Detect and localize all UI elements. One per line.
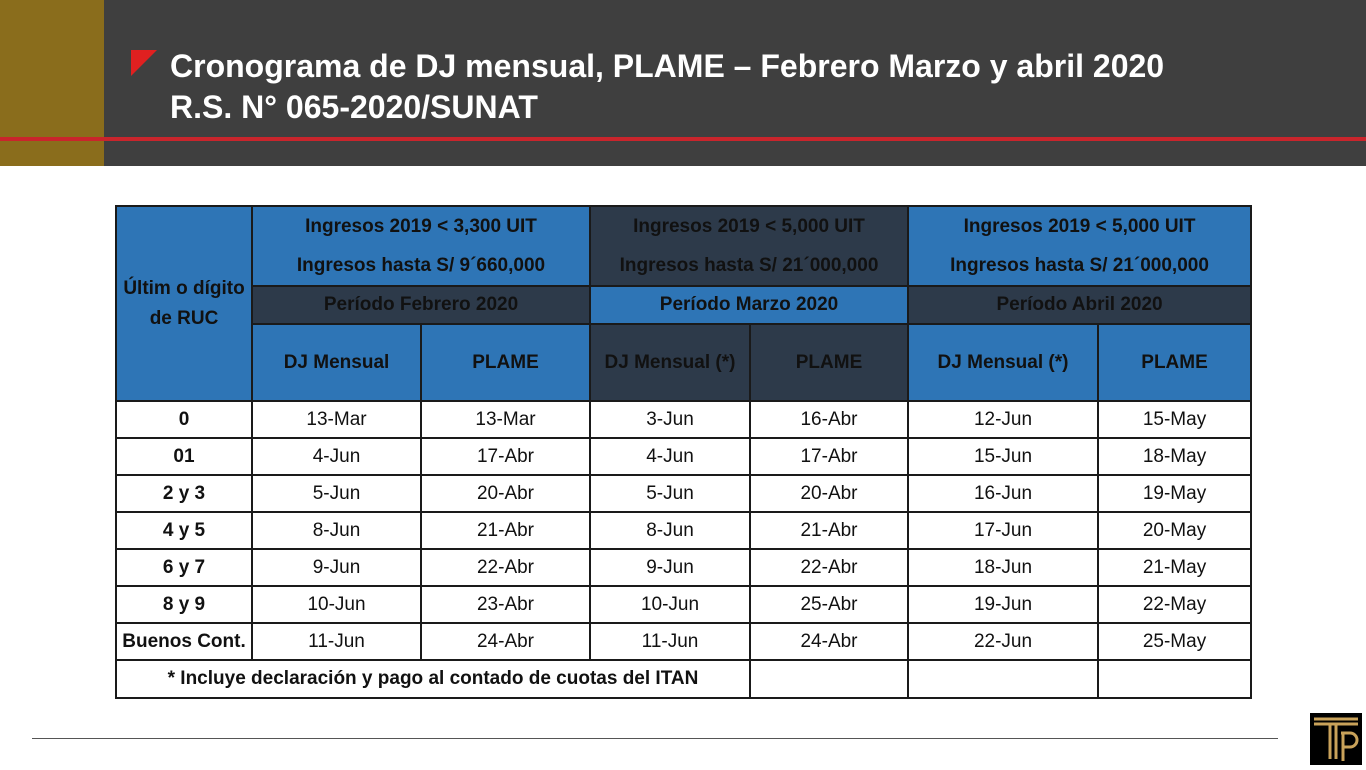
periodo-abr: Período Abril 2020 bbox=[908, 286, 1251, 324]
row-label: 2 y 3 bbox=[116, 475, 252, 512]
ingresos-label: Ingresos 2019 < 5,000 UIT bbox=[633, 216, 865, 237]
footnote: * Incluye declaración y pago al contado de cuotas del ITAN bbox=[116, 660, 750, 698]
table-row bbox=[116, 623, 1251, 660]
col-mar-plame: PLAME bbox=[750, 324, 908, 401]
date-cell: 22-Abr bbox=[421, 549, 590, 586]
date-cell: 12-Jun bbox=[908, 401, 1098, 438]
date-cell: 4-Jun bbox=[252, 438, 421, 475]
date-cell: 13-Mar bbox=[252, 401, 421, 438]
date-cell: 16-Jun bbox=[908, 475, 1098, 512]
date-cell: 9-Jun bbox=[590, 549, 750, 586]
col-abr-plame: PLAME bbox=[1098, 324, 1251, 401]
table-row bbox=[116, 475, 1251, 512]
header-row-ingresos bbox=[116, 206, 1251, 286]
date-cell: 22-May bbox=[1098, 586, 1251, 623]
gold-accent-bar bbox=[0, 0, 104, 166]
date-cell: 23-Abr bbox=[421, 586, 590, 623]
row-label: Buenos Cont. bbox=[116, 623, 252, 660]
col-mar-dj: DJ Mensual (*) bbox=[590, 324, 750, 401]
date-cell: 18-Jun bbox=[908, 549, 1098, 586]
date-cell: 10-Jun bbox=[252, 586, 421, 623]
date-cell: 20-Abr bbox=[421, 475, 590, 512]
ruc-header-line-2: de RUC bbox=[149, 307, 219, 329]
date-cell: 21-Abr bbox=[750, 512, 908, 549]
date-cell: 3-Jun bbox=[590, 401, 750, 438]
group-feb-ingresos bbox=[252, 206, 590, 286]
empty-cell bbox=[908, 660, 1098, 698]
date-cell: 8-Jun bbox=[590, 512, 750, 549]
row-label: 4 y 5 bbox=[116, 512, 252, 549]
page-title bbox=[170, 46, 1164, 128]
row-label: 6 y 7 bbox=[116, 549, 252, 586]
table-row bbox=[116, 586, 1251, 623]
title-line-1: Cronograma de DJ mensual, PLAME – Febrero Marzo y abril 2020 bbox=[170, 48, 1165, 84]
date-cell: 18-May bbox=[1098, 438, 1251, 475]
header-red-line bbox=[0, 137, 1366, 141]
date-cell: 25-Abr bbox=[750, 586, 908, 623]
col-feb-dj: DJ Mensual bbox=[252, 324, 421, 401]
date-cell: 19-Jun bbox=[908, 586, 1098, 623]
date-cell: 8-Jun bbox=[252, 512, 421, 549]
empty-cell bbox=[1098, 660, 1251, 698]
ingresos-label: Ingresos 2019 < 5,000 UIT bbox=[963, 216, 1196, 237]
date-cell: 17-Abr bbox=[750, 438, 908, 475]
title-line-2: R.S. N° 065-2020/SUNAT bbox=[170, 89, 538, 125]
date-cell: 20-May bbox=[1098, 512, 1251, 549]
table-row bbox=[116, 549, 1251, 586]
hasta-label: Ingresos hasta S/ 21´000,000 bbox=[619, 255, 879, 276]
date-cell: 20-Abr bbox=[750, 475, 908, 512]
date-cell: 24-Abr bbox=[750, 623, 908, 660]
schedule-table bbox=[115, 205, 1252, 699]
date-cell: 5-Jun bbox=[252, 475, 421, 512]
date-cell: 5-Jun bbox=[590, 475, 750, 512]
date-cell: 15-May bbox=[1098, 401, 1251, 438]
date-cell: 9-Jun bbox=[252, 549, 421, 586]
row-label: 0 bbox=[116, 401, 252, 438]
red-triangle-icon bbox=[131, 50, 157, 76]
group-mar-ingresos bbox=[590, 206, 908, 286]
date-cell: 16-Abr bbox=[750, 401, 908, 438]
date-cell: 22-Jun bbox=[908, 623, 1098, 660]
date-cell: 11-Jun bbox=[252, 623, 421, 660]
ingresos-label: Ingresos 2019 < 3,300 UIT bbox=[305, 216, 537, 237]
date-cell: 4-Jun bbox=[590, 438, 750, 475]
date-cell: 17-Jun bbox=[908, 512, 1098, 549]
header-row-columns bbox=[116, 324, 1251, 401]
row-label: 01 bbox=[116, 438, 252, 475]
group-abr-ingresos bbox=[908, 206, 1251, 286]
tp-logo-icon bbox=[1310, 713, 1362, 765]
table-row bbox=[116, 512, 1251, 549]
col-feb-plame: PLAME bbox=[421, 324, 590, 401]
periodo-feb: Período Febrero 2020 bbox=[252, 286, 590, 324]
date-cell: 19-May bbox=[1098, 475, 1251, 512]
date-cell: 11-Jun bbox=[590, 623, 750, 660]
date-cell: 17-Abr bbox=[421, 438, 590, 475]
hasta-label: Ingresos hasta S/ 21´000,000 bbox=[950, 255, 1209, 276]
ruc-header bbox=[116, 206, 252, 401]
hasta-label: Ingresos hasta S/ 9´660,000 bbox=[296, 255, 546, 276]
ruc-header-line-1: Últim o dígito bbox=[123, 277, 245, 299]
date-cell: 13-Mar bbox=[421, 401, 590, 438]
col-abr-dj: DJ Mensual (*) bbox=[908, 324, 1098, 401]
date-cell: 22-Abr bbox=[750, 549, 908, 586]
date-cell: 24-Abr bbox=[421, 623, 590, 660]
header-row-periodo bbox=[116, 286, 1251, 324]
row-label: 8 y 9 bbox=[116, 586, 252, 623]
table-row bbox=[116, 438, 1251, 475]
date-cell: 25-May bbox=[1098, 623, 1251, 660]
empty-cell bbox=[750, 660, 908, 698]
periodo-mar: Período Marzo 2020 bbox=[590, 286, 908, 324]
date-cell: 21-May bbox=[1098, 549, 1251, 586]
note-row bbox=[116, 660, 1251, 698]
date-cell: 10-Jun bbox=[590, 586, 750, 623]
date-cell: 15-Jun bbox=[908, 438, 1098, 475]
table-row bbox=[116, 401, 1251, 438]
date-cell: 21-Abr bbox=[421, 512, 590, 549]
footer-divider bbox=[32, 738, 1278, 739]
